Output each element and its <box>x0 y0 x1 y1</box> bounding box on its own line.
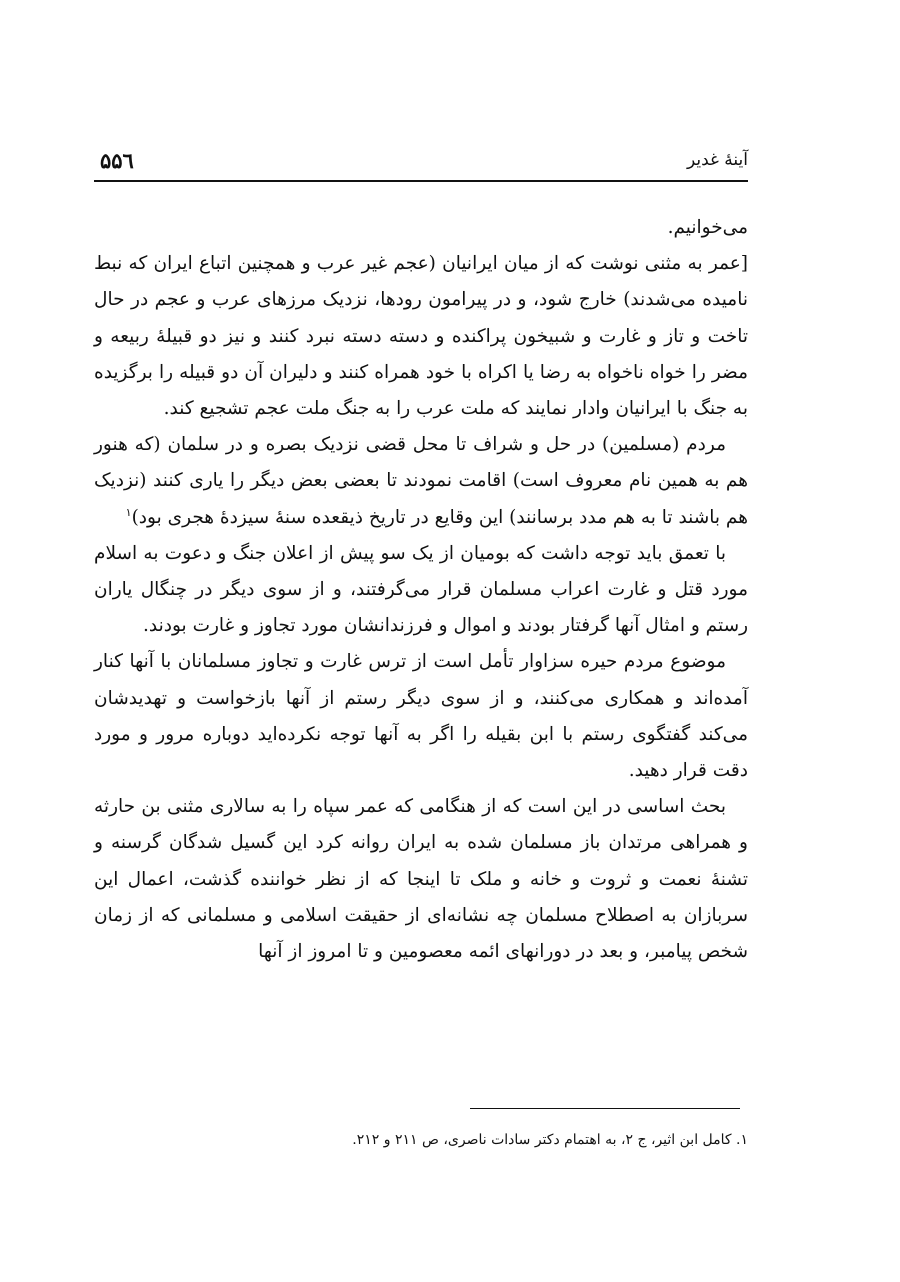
paragraph-5: موضوع مردم حیره سزاوار تأمل است از ترس غارت و تجاوز مسلمانان با آنها کنار آمده‌اند و همکاری می‌کنند، و از سوی دیگر رستم از آنها بازخواست و تهدیدشان می‌کند گفتگوی رستم با ابن بقیله را اگر به آنها توجه نکرده‌اید دوباره مرور و مورد دقت قرار دهید. <box>94 651 748 782</box>
paragraph-3 <box>94 427 748 536</box>
paragraph-4: با تعمق باید توجه داشت که بومیان از یک سو پیش از اعلان جنگ و دعوت به اسلام مورد قتل و غارت اعراب مسلمان قرار می‌گرفتند، و از سوی دیگر در چنگال یاران رستم و امثال آنها گرفتار بودند و اموال و فرزندانشان مورد تجاوز و غارت بودند. <box>94 542 748 637</box>
footnote-divider <box>470 1108 740 1109</box>
footnote: ۱. کامل ابن اثیر، ج ۲، به اهتمام دکتر سادات ناصری، ص ۲۱۱ و ۲۱۲. <box>352 1132 748 1148</box>
main-text <box>94 210 748 970</box>
footnote-reference: ۱ <box>125 505 132 519</box>
paragraph-2: [عمر به مثنی نوشت که از میان ایرانیان (عجم غیر عرب و همچنین اتباع ایران که نبط نامیده می‌شدند) خارج شود، و در پیرامون رودها، نزدیک مرزهای عرب و عجم در حال تاخت و تاز و غارت و شبیخون پراکنده و دسته دسته نبرد کنند و نیز دو قبیلهٔ ربیعه و مضر را خواه ناخواه به رضا یا اکراه با خود همراه کنند و دلیران آن دو قبیله را برگزیده به جنگ با ایرانیان وادار نمایند که ملت عرب را به جنگ ملت عجم تشجیع کند. <box>94 253 748 420</box>
paragraph-6: بحث اساسی در این است که از هنگامی که عمر سپاه را به سالاری مثنی بن حارثه و همراهی مرتدان باز مسلمان شده به ایران روانه کرد این گسیل شدگان گرسنه و تشنهٔ نعمت و ثروت و خانه و ملک تا اینجا که از نظر خواننده گذشت، اعمال این سربازان به اصطلاح مسلمان چه نشانه‌ای از حقیقت اسلامی و مسلمانی که از زمان شخص پیامبر، و بعد در دورانهای ائمه معصومین و تا امروز از آنها <box>94 796 748 963</box>
running-title: آینهٔ غدیر <box>686 150 748 170</box>
running-header <box>94 140 748 182</box>
page-number: ۵۵٦ <box>100 148 134 173</box>
paragraph-1: می‌خوانیم. <box>667 217 748 238</box>
paragraph-3-text: مردم (مسلمین) در حل و شراف تا محل قضی نزدیک بصره و در سلمان (که هنور هم به همین نام معروف است) اقامت نمودند تا بعضی بعض دیگر را یاری کنند (نزدیک هم باشند تا به هم مدد برسانند) این وقایع در تاریخ ذیقعده سنهٔ سیزدهٔ هجری بود) <box>94 434 748 528</box>
